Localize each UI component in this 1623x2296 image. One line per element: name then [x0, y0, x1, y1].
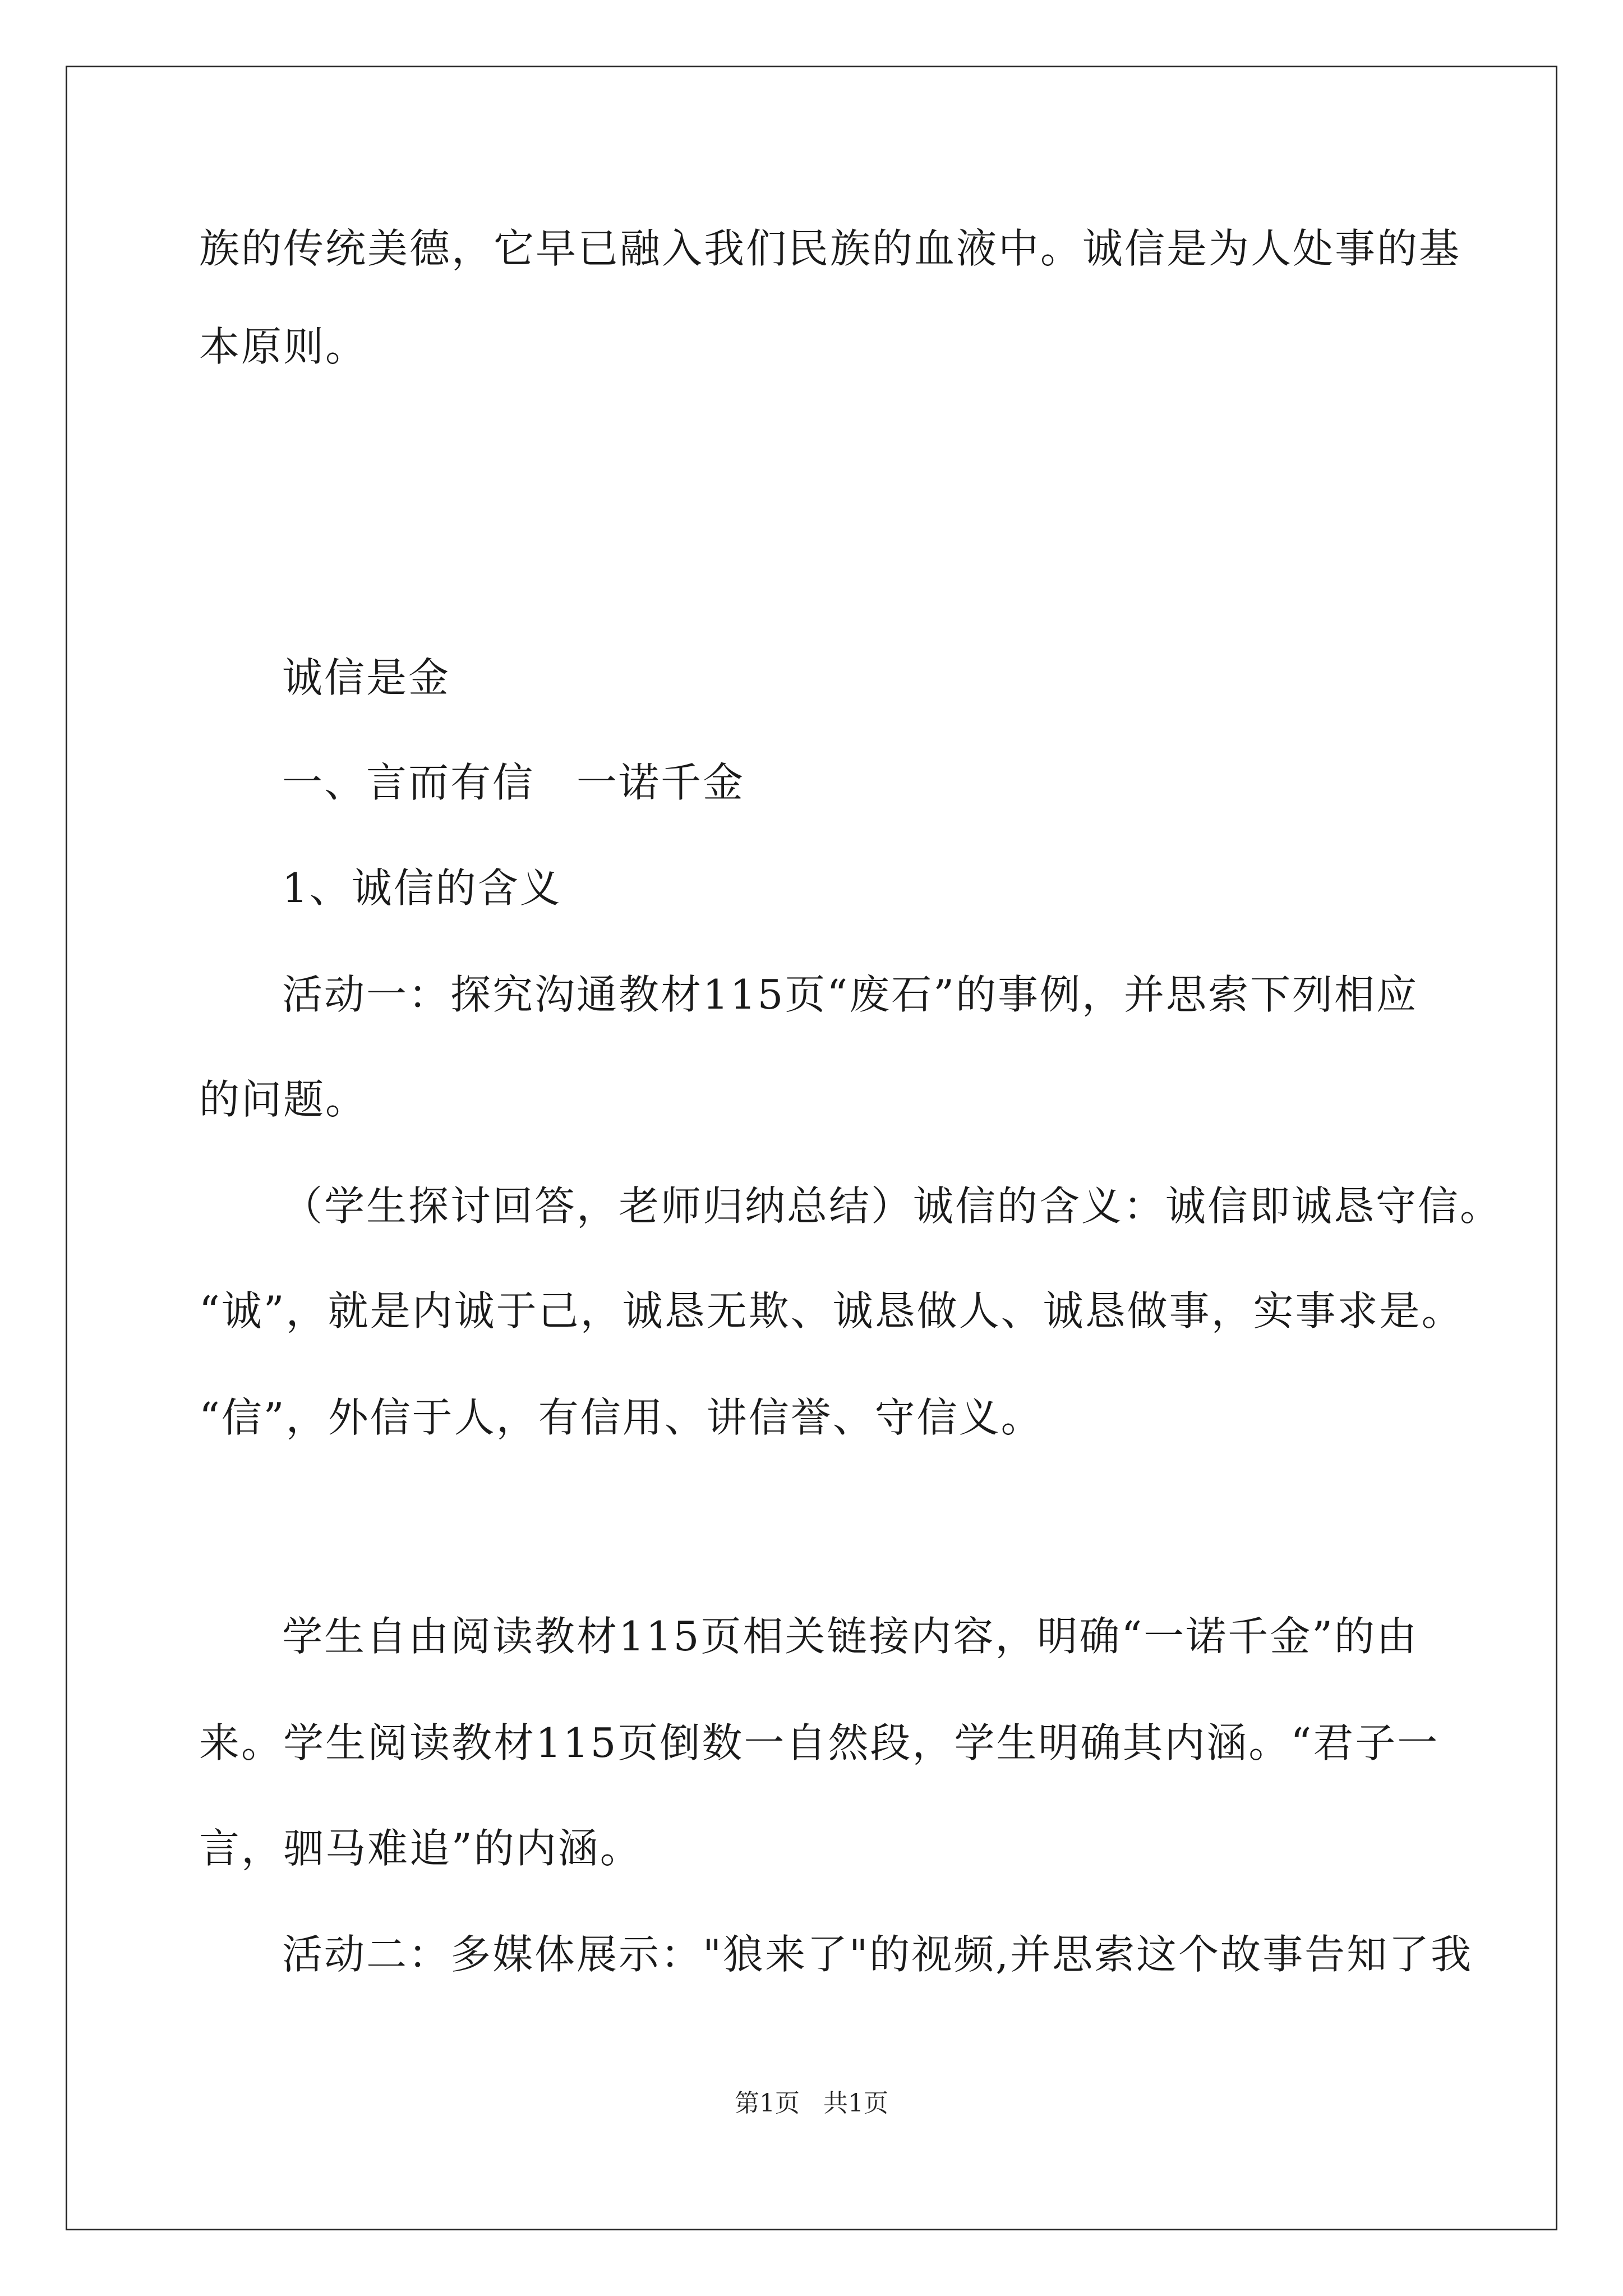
text-line: 言，驷马难追”的内涵。 [199, 1825, 642, 1872]
page-total: 共1页 [823, 2089, 888, 2118]
text-line: 学生自由阅读教材115页相关链接内容，明确“一诺千金”的由 [282, 1613, 1419, 1660]
page-footer [0, 2087, 1623, 2120]
page-frame [66, 66, 1557, 2230]
subsection-heading: 1、诚信的含义 [282, 864, 562, 912]
text-line: “信”，外信于人，有信用、讲信誉、守信义。 [199, 1394, 1043, 1441]
text-line: 来。学生阅读教材115页倒数一自然段，学生明确其内涵。“君子一 [199, 1719, 1440, 1766]
text-line: 族的传统美德，它早已融入我们民族的血液中。诚信是为人处事的基 [199, 225, 1461, 272]
text-line: 活动二：多媒体展示："狼来了"的视频,并思索这个故事告知了我 [282, 1931, 1473, 1978]
text-line: “诚”，就是内诚于己，诚恳无欺、诚恳做人、诚恳做事，实事求是。 [199, 1287, 1464, 1335]
text-line: 活动一：探究沟通教材115页“废石”的事例，并思索下列相应 [282, 971, 1419, 1018]
section-heading: 一、言而有信 一诺千金 [282, 759, 745, 806]
section-title: 诚信是金 [282, 654, 451, 701]
text-line: 本原则。 [199, 323, 368, 370]
text-line: （学生探讨回答，老师归纳总结）诚信的含义：诚信即诚恳守信。 [282, 1182, 1502, 1230]
page-number: 第1页 [735, 2089, 800, 2118]
text-line: 的问题。 [199, 1076, 368, 1123]
